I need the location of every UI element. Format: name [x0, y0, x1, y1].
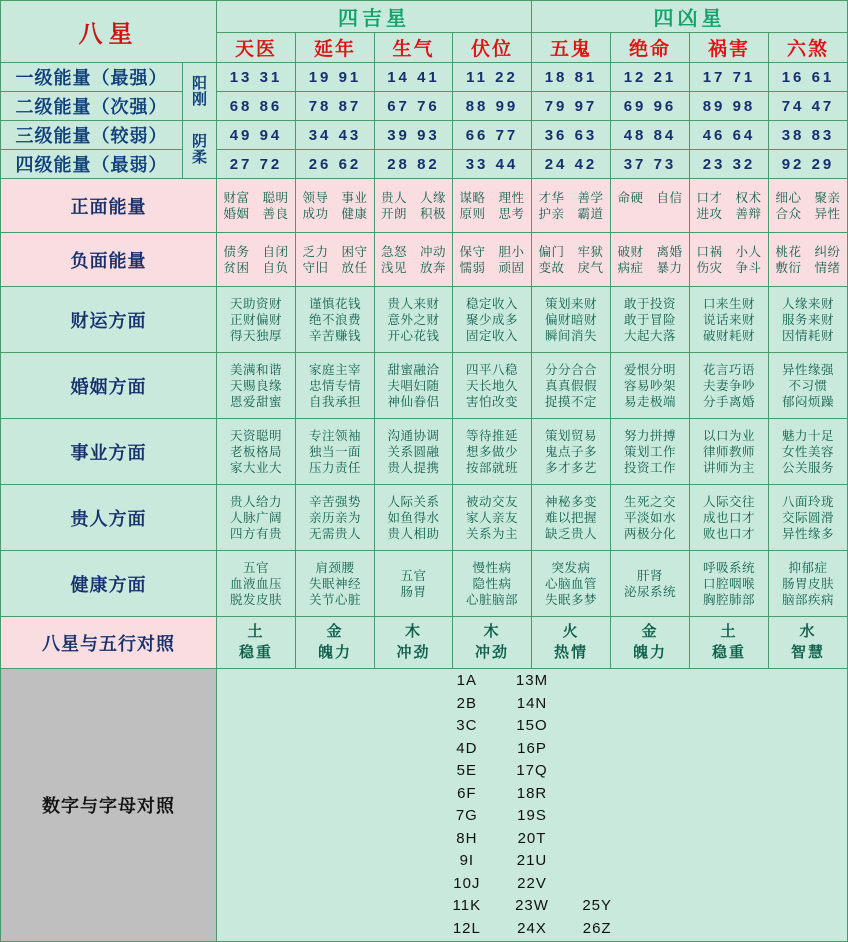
- level4-tianyi: 27 72: [217, 150, 296, 179]
- level2-yannian: 78 87: [296, 92, 375, 121]
- row-label-positive: 正面能量: [1, 179, 217, 233]
- star-header-jueming: 绝命: [611, 33, 690, 63]
- wealth-yannian: 谨慎花钱 绝不浪费 辛苦赚钱: [296, 287, 375, 353]
- star-header-wugui: 五鬼: [532, 33, 611, 63]
- group-header-lucky: 四吉星: [217, 1, 532, 33]
- benefactor-wugui: 神秘多变 难以把握 缺乏贵人: [532, 485, 611, 551]
- level1-yannian: 19 91: [296, 63, 375, 92]
- level1-jueming: 12 21: [611, 63, 690, 92]
- level3-huohai: 46 64: [690, 121, 769, 150]
- positive-yannian: 领导 事业 成功 健康: [296, 179, 375, 233]
- level2-tianyi: 68 86: [217, 92, 296, 121]
- level3-wugui: 36 63: [532, 121, 611, 150]
- marriage-fuwei: 四平八稳 天长地久 害怕改变: [453, 353, 532, 419]
- wealth-fuwei: 稳定收入 聚少成多 固定收入: [453, 287, 532, 353]
- benefactor-yannian: 辛苦强势 亲历亲为 无需贵人: [296, 485, 375, 551]
- career-tianyi: 天资聪明 老板格局 家大业大: [217, 419, 296, 485]
- wealth-jueming: 敢于投资 敢于冒险 大起大落: [611, 287, 690, 353]
- level4-fuwei: 33 44: [453, 150, 532, 179]
- marriage-shengqi: 甜蜜融洽 夫唱妇随 神仙眷侣: [375, 353, 453, 419]
- negative-wugui: 偏门 牢狱 变故 戾气: [532, 233, 611, 287]
- positive-jueming: 命硬 自信: [611, 179, 690, 233]
- polarity-label-yinrou: 阴 柔: [183, 121, 217, 179]
- level-label-4: 四级能量（最弱）: [1, 150, 183, 179]
- row-label-negative: 负面能量: [1, 233, 217, 287]
- level2-fuwei: 88 99: [453, 92, 532, 121]
- career-yannian: 专注领袖 独当一面 压力责任: [296, 419, 375, 485]
- wuxing-shengqi: 木 冲劲: [375, 617, 453, 669]
- level3-yannian: 34 43: [296, 121, 375, 150]
- marriage-jueming: 爱恨分明 容易吵架 易走极端: [611, 353, 690, 419]
- negative-tianyi: 债务 自闭 贫困 自负: [217, 233, 296, 287]
- row-label-wealth: 财运方面: [1, 287, 217, 353]
- row-label-letters: 数字与字母对照: [1, 669, 217, 942]
- level3-liusha: 38 83: [769, 121, 848, 150]
- letter-line-2: 13M14N15O16P17Q18R19S20T21U22V23W24X: [515, 672, 549, 937]
- star-header-yannian: 延年: [296, 33, 375, 63]
- level4-liusha: 92 29: [769, 150, 848, 179]
- health-wugui: 突发病 心脑血管 失眠多梦: [532, 551, 611, 617]
- star-header-tianyi: 天医: [217, 33, 296, 63]
- level3-fuwei: 66 77: [453, 121, 532, 150]
- level-label-3: 三级能量（较弱）: [1, 121, 183, 150]
- positive-huohai: 口才 权术 进攻 善辩: [690, 179, 769, 233]
- number-letter-map: [217, 669, 848, 942]
- benefactor-fuwei: 被动交友 家人亲友 关系为主: [453, 485, 532, 551]
- negative-shengqi: 急怒 冲动 浅见 放奔: [375, 233, 453, 287]
- letter-line-3: 25Y26Z: [582, 897, 613, 937]
- wuxing-fuwei: 木 冲劲: [453, 617, 532, 669]
- benefactor-tianyi: 贵人给力 人脉广阔 四方有贵: [217, 485, 296, 551]
- health-shengqi: 五官 肠胃: [375, 551, 453, 617]
- level2-wugui: 79 97: [532, 92, 611, 121]
- negative-jueming: 破财 离婚 病症 暴力: [611, 233, 690, 287]
- negative-yannian: 乏力 困守 守旧 放任: [296, 233, 375, 287]
- career-wugui: 策划贸易 鬼点子多 多才多艺: [532, 419, 611, 485]
- wealth-huohai: 口来生财 说话来财 破财耗财: [690, 287, 769, 353]
- level4-shengqi: 28 82: [375, 150, 453, 179]
- benefactor-jueming: 生死之交 平淡如水 两极分化: [611, 485, 690, 551]
- level-label-1: 一级能量（最强）: [1, 63, 183, 92]
- level3-jueming: 48 84: [611, 121, 690, 150]
- positive-fuwei: 谋略 理性 原则 思考: [453, 179, 532, 233]
- level2-huohai: 89 98: [690, 92, 769, 121]
- level1-fuwei: 11 22: [453, 63, 532, 92]
- level1-shengqi: 14 41: [375, 63, 453, 92]
- career-liusha: 魅力十足 女性美容 公关服务: [769, 419, 848, 485]
- negative-fuwei: 保守 胆小 懦弱 顽固: [453, 233, 532, 287]
- marriage-huohai: 花言巧语 夫妻争吵 分手离婚: [690, 353, 769, 419]
- row-label-health: 健康方面: [1, 551, 217, 617]
- polarity-label-yanggang: 阳 刚: [183, 63, 217, 121]
- health-huohai: 呼吸系统 口腔咽喉 胸腔肺部: [690, 551, 769, 617]
- positive-shengqi: 贵人 人缘 开朗 积极: [375, 179, 453, 233]
- wuxing-tianyi: 土 稳重: [217, 617, 296, 669]
- row-label-benefactor: 贵人方面: [1, 485, 217, 551]
- career-fuwei: 等待推延 想多做少 按部就班: [453, 419, 532, 485]
- wuxing-jueming: 金 魄力: [611, 617, 690, 669]
- level2-shengqi: 67 76: [375, 92, 453, 121]
- level1-tianyi: 13 31: [217, 63, 296, 92]
- wealth-wugui: 策划来财 偏财暗财 瞬间消失: [532, 287, 611, 353]
- group-header-unlucky: 四凶星: [532, 1, 848, 33]
- positive-tianyi: 财富 聪明 婚姻 善良: [217, 179, 296, 233]
- level1-huohai: 17 71: [690, 63, 769, 92]
- row-label-career: 事业方面: [1, 419, 217, 485]
- letter-line-1: 1A2B3C4D5E6F7G8H9I10J11K12L: [452, 672, 482, 937]
- table-title: 八星: [1, 1, 217, 63]
- wealth-tianyi: 天助资财 正财偏财 得天独厚: [217, 287, 296, 353]
- level4-huohai: 23 32: [690, 150, 769, 179]
- level4-wugui: 24 42: [532, 150, 611, 179]
- health-jueming: 肝肾 泌尿系统: [611, 551, 690, 617]
- negative-huohai: 口祸 小人 伤灾 争斗: [690, 233, 769, 287]
- star-header-huohai: 祸害: [690, 33, 769, 63]
- wealth-shengqi: 贵人来财 意外之财 开心花钱: [375, 287, 453, 353]
- benefactor-huohai: 人际交往 成也口才 败也口才: [690, 485, 769, 551]
- level1-liusha: 16 61: [769, 63, 848, 92]
- star-header-shengqi: 生气: [375, 33, 453, 63]
- level-label-2: 二级能量（次强）: [1, 92, 183, 121]
- level3-shengqi: 39 93: [375, 121, 453, 150]
- wuxing-yannian: 金 魄力: [296, 617, 375, 669]
- wealth-liusha: 人缘来财 服务来财 因情耗财: [769, 287, 848, 353]
- marriage-yannian: 家庭主宰 忠情专情 自我承担: [296, 353, 375, 419]
- benefactor-shengqi: 人际关系 如鱼得水 贵人相助: [375, 485, 453, 551]
- wuxing-huohai: 土 稳重: [690, 617, 769, 669]
- marriage-wugui: 分分合合 真真假假 捉摸不定: [532, 353, 611, 419]
- health-tianyi: 五官 血液血压 脱发皮肤: [217, 551, 296, 617]
- negative-liusha: 桃花 纠纷 敷衍 情绪: [769, 233, 848, 287]
- career-jueming: 努力拼搏 策划工作 投资工作: [611, 419, 690, 485]
- health-fuwei: 慢性病 隐性病 心脏脑部: [453, 551, 532, 617]
- marriage-tianyi: 美满和谐 天赐良缘 恩爱甜蜜: [217, 353, 296, 419]
- career-shengqi: 沟通协调 关系圆融 贵人提携: [375, 419, 453, 485]
- level2-liusha: 74 47: [769, 92, 848, 121]
- row-label-wuxing: 八星与五行对照: [1, 617, 217, 669]
- row-label-marriage: 婚姻方面: [1, 353, 217, 419]
- level3-tianyi: 49 94: [217, 121, 296, 150]
- level4-yannian: 26 62: [296, 150, 375, 179]
- health-liusha: 抑郁症 肠胃皮肤 脑部疾病: [769, 551, 848, 617]
- wuxing-liusha: 水 智慧: [769, 617, 848, 669]
- positive-wugui: 才华 善学 护亲 霸道: [532, 179, 611, 233]
- health-yannian: 肩颈腰 失眠神经 关节心脏: [296, 551, 375, 617]
- level1-wugui: 18 81: [532, 63, 611, 92]
- career-huohai: 以口为业 律师教师 讲师为主: [690, 419, 769, 485]
- star-header-liusha: 六煞: [769, 33, 848, 63]
- star-header-fuwei: 伏位: [453, 33, 532, 63]
- level2-jueming: 69 96: [611, 92, 690, 121]
- wuxing-wugui: 火 热情: [532, 617, 611, 669]
- positive-liusha: 细心 聚亲 合众 异性: [769, 179, 848, 233]
- level4-jueming: 37 73: [611, 150, 690, 179]
- benefactor-liusha: 八面玲珑 交际圆滑 异性缘多: [769, 485, 848, 551]
- marriage-liusha: 异性缘强 不习惯 郁闷烦躁: [769, 353, 848, 419]
